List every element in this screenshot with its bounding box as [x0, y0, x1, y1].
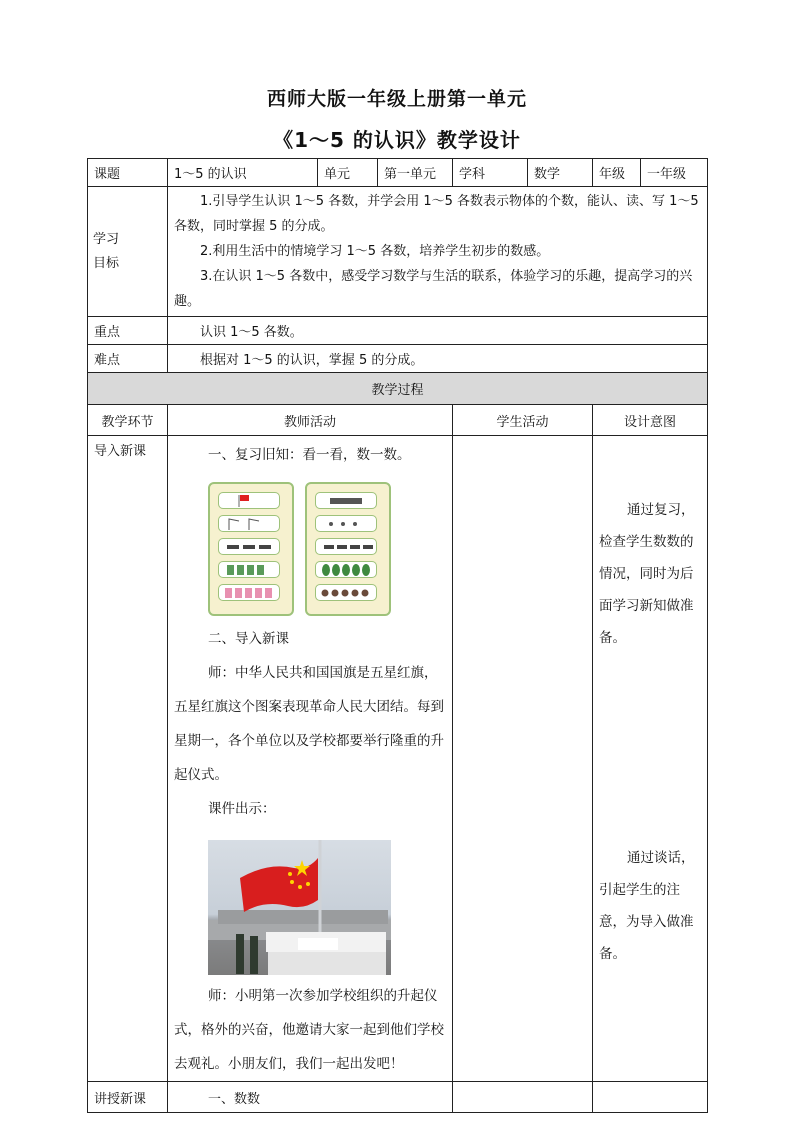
- header-row: [88, 159, 708, 187]
- key-point-row: [88, 317, 708, 345]
- counting-panel-left: [208, 482, 294, 616]
- teacher-speech-1: 师：中华人民共和国国旗是五星红旗，五星红旗这个图案表现革命人民大团结。每到星期一，各个单位以及学校都要举行隆重的升起仪式。: [174, 665, 444, 783]
- key-point-label: 重点: [88, 317, 168, 345]
- teacher-speech-2: 师：小明第一次参加学校组织的升起仪式，格外的兴奋，他邀请大家一起到他们学校去观礼。小朋友们，我们一起出发吧！: [174, 988, 444, 1072]
- review-heading: 一、复习旧知：看一看，数一数。: [208, 447, 411, 463]
- difficulty-value: 根据对 1～5 的认识，掌握 5 的分成。: [168, 345, 708, 373]
- lesson-plan-table: [87, 158, 708, 1113]
- goal-item-2: 2.利用生活中的情境学习 1～5 各数，培养学生初步的数感。: [200, 244, 550, 259]
- teach-student-cell: [453, 1082, 593, 1113]
- difficulty-row: [88, 345, 708, 373]
- key-point-value: 认识 1～5 各数。: [168, 317, 708, 345]
- intro-student-cell: [453, 436, 593, 1082]
- grade-label: 年级: [593, 159, 641, 187]
- col-student: 学生活动: [453, 405, 593, 436]
- intro-stage: 导入新课: [88, 436, 168, 1082]
- intro-design-2: 通过谈话，引起学生的注意，为导入做准备。: [599, 850, 695, 962]
- teach-heading: 一、数数: [168, 1082, 453, 1113]
- col-teacher: 教师活动: [168, 405, 453, 436]
- topic-value: 1～5 的认识: [168, 159, 318, 187]
- subject-value: 数学: [528, 159, 593, 187]
- unit-label: 单元: [318, 159, 378, 187]
- intro-design-1: 通过复习，检查学生数数的情况，同时为后面学习新知做准备。: [599, 502, 695, 646]
- goals-row: [88, 187, 708, 317]
- col-design: 设计意图: [593, 405, 708, 436]
- document-subtitle: 《1～5 的认识》教学设计: [273, 128, 521, 152]
- flag-raising-photo: [208, 840, 391, 975]
- goal-item-3: 3.在认识 1～5 各数中，感受学习数学与生活的联系，体验学习的乐趣，提高学习的兴趣。: [174, 269, 693, 309]
- teach-design-cell: [593, 1082, 708, 1113]
- document-title: 西师大版一年级上册第一单元: [266, 88, 527, 110]
- goal-item-1: 1.引导学生认识 1～5 各数，并学会用 1～5 各数表示物体的个数，能认、读、写 1～5 各数，同时掌握 5 的分成。: [174, 194, 699, 234]
- unit-value: 第一单元: [378, 159, 453, 187]
- teach-stage: 讲授新课: [88, 1082, 168, 1113]
- col-stage: 教学环节: [88, 405, 168, 436]
- goals-label: 学习目标: [93, 231, 120, 271]
- grade-value: 一年级: [641, 159, 708, 187]
- topic-label: 课题: [88, 159, 168, 187]
- difficulty-label: 难点: [88, 345, 168, 373]
- courseware-label: 课件出示：: [208, 801, 276, 817]
- intro-row: [88, 436, 708, 1082]
- column-header-row: [88, 405, 708, 436]
- subject-label: 学科: [453, 159, 528, 187]
- teach-row: [88, 1082, 708, 1113]
- counting-panel-right: [305, 482, 391, 616]
- counting-review-image: [208, 482, 392, 616]
- process-title: 教学过程: [88, 373, 708, 405]
- new-lesson-heading: 二、导入新课: [208, 631, 289, 647]
- process-title-row: [88, 373, 708, 405]
